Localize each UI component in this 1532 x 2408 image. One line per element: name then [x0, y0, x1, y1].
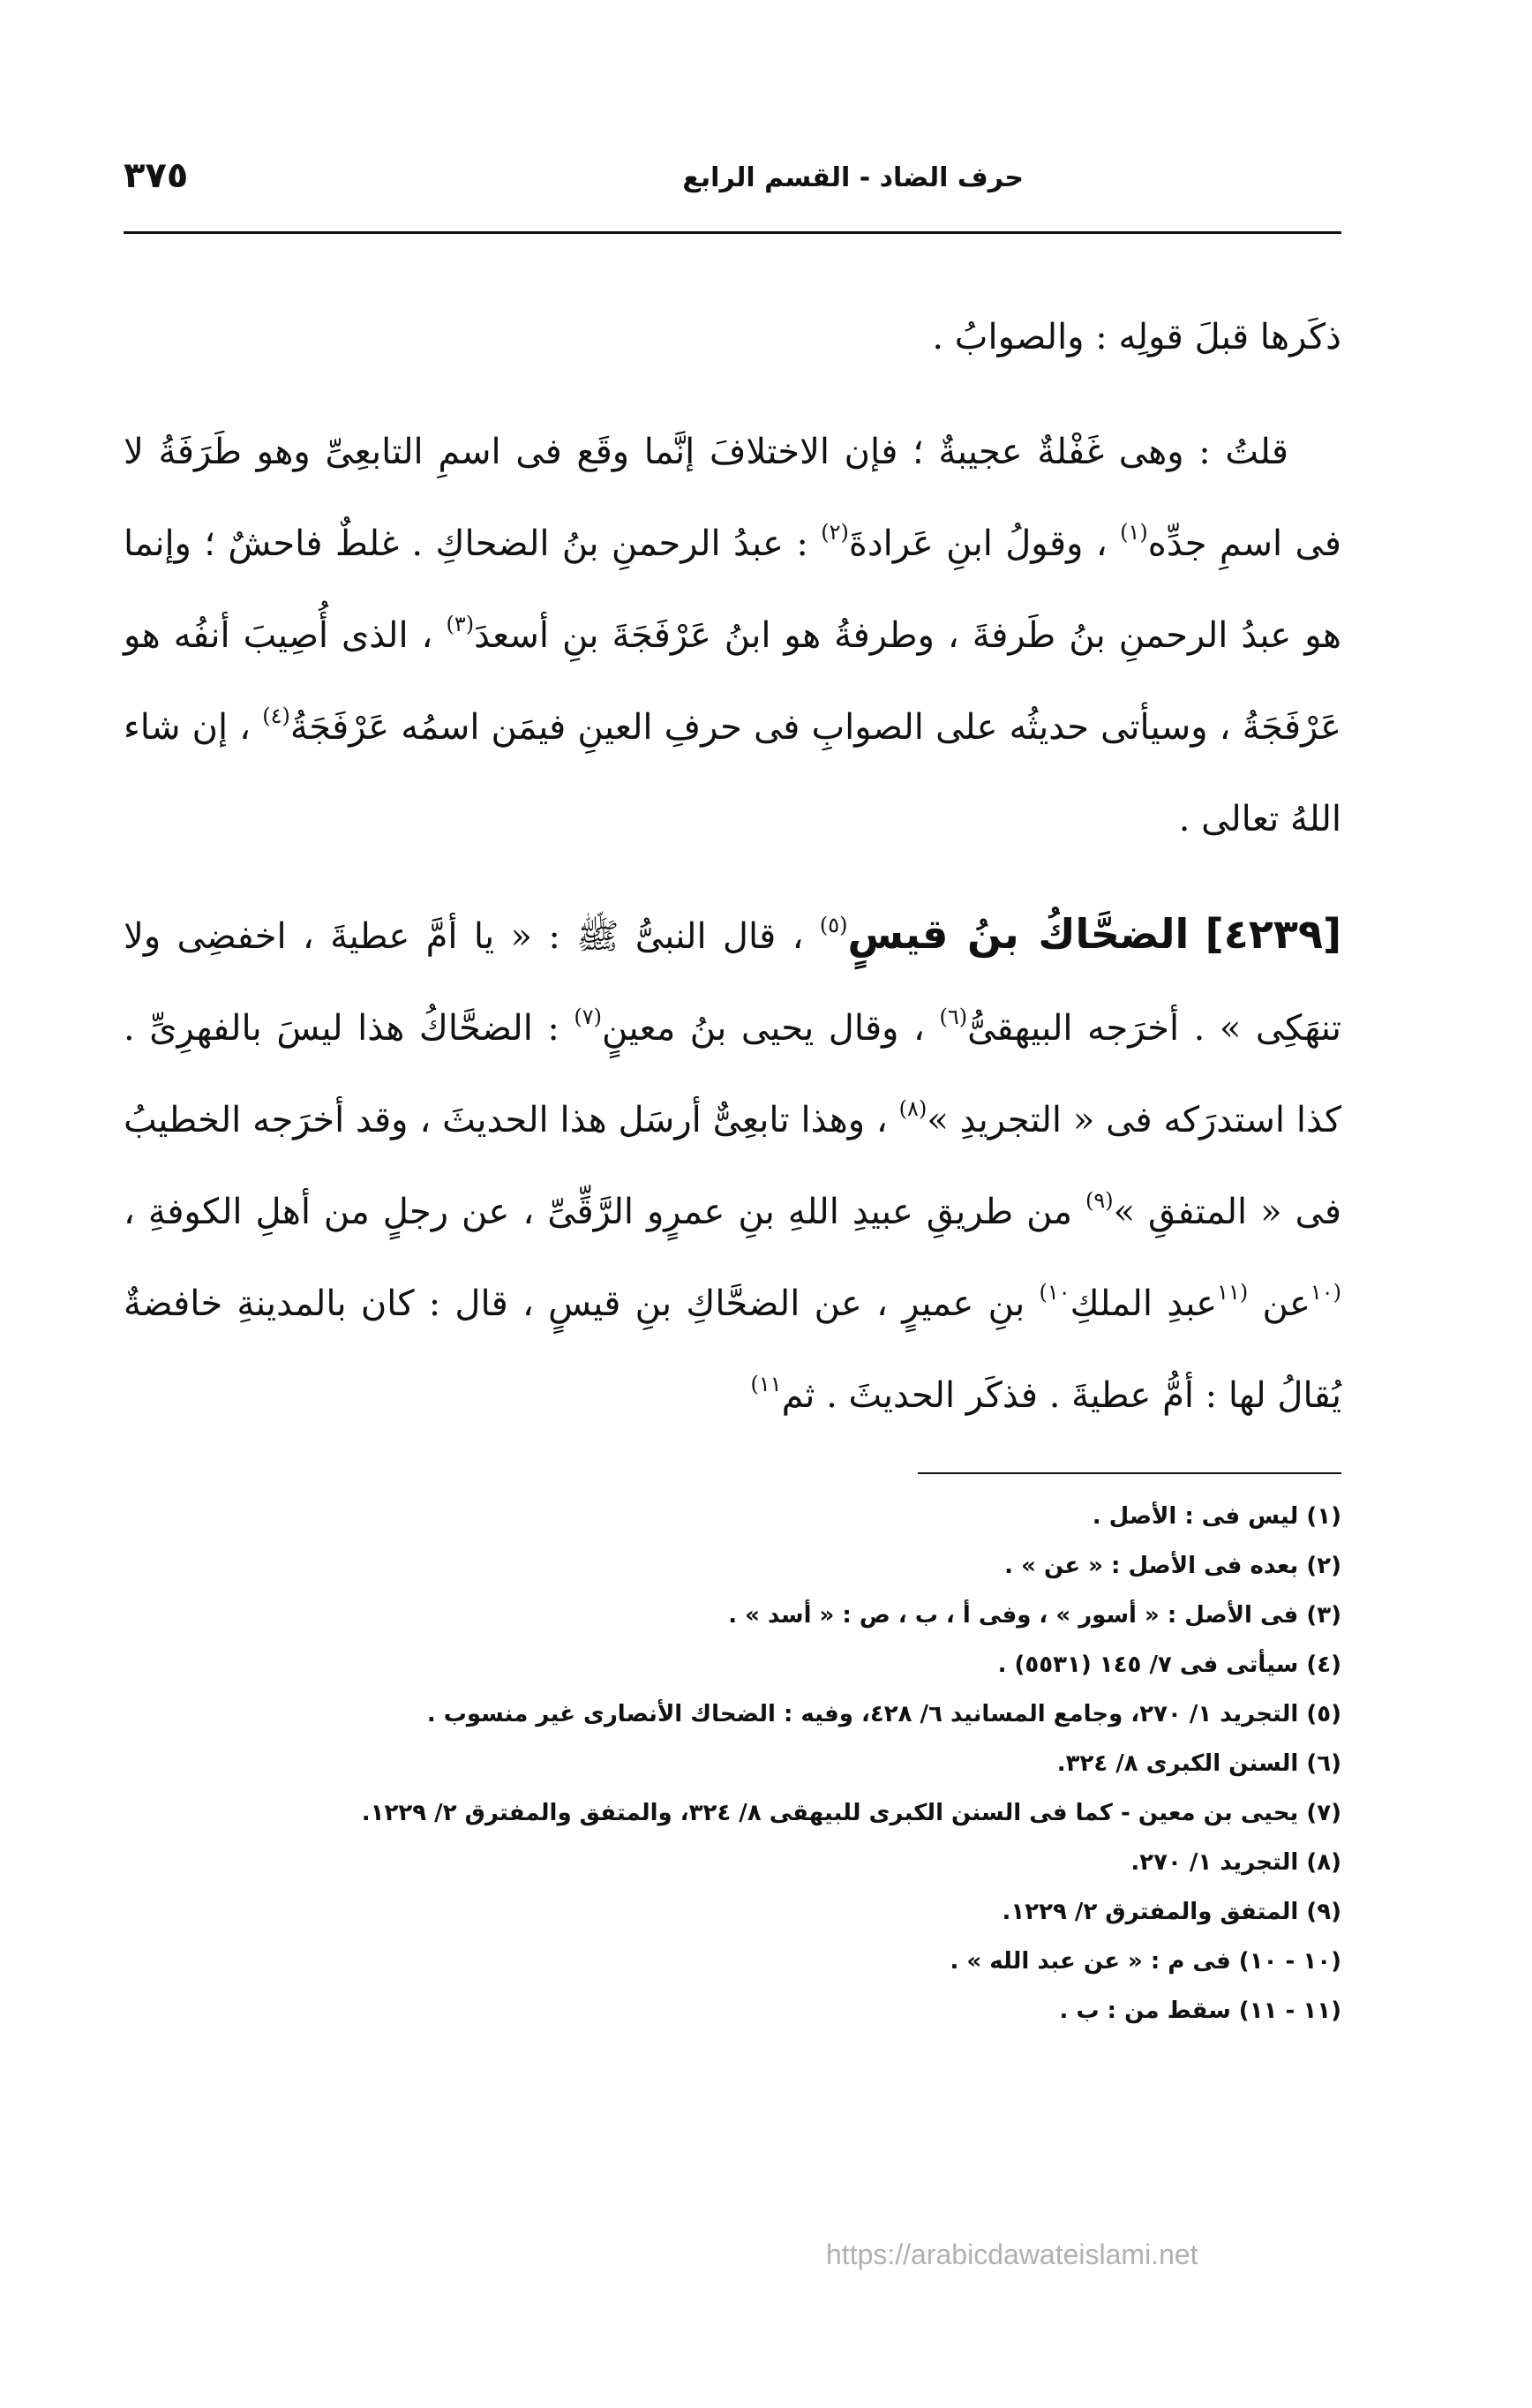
footnote-item: (٤) سيأتى فى ٧/ ١٤٥ (٥٥٣١) . — [997, 1652, 1341, 1678]
footnote-ref: (٧) — [574, 1005, 602, 1029]
footnote-item: (٨) التجريد ١/ ٢٧٠. — [1130, 1849, 1341, 1876]
footnote-ref: (١١ — [1217, 1280, 1249, 1305]
footnote-item: (٢) بعده فى الأصل : « عن » . — [1004, 1553, 1341, 1579]
footnote-item: (١١ - ١١) سقط من : ب . — [1059, 1998, 1341, 2024]
footnote-item: (٦) السنن الكبرى ٨/ ٣٢٤. — [1056, 1750, 1341, 1777]
text-run: : عبدُ الرحمنِ بنُ الضحاكِ . غلطٌ فاحشٌ ؛ وإنما هو عبدُ الرحمنِ بنُ طَرفةَ ، وطرفةُ هو ابنُ عَرْفَجَةَ بنِ أسعدَ — [124, 523, 1342, 656]
paragraph-entry — [124, 888, 1341, 1441]
text-run: ، وهذا تابعِىٌّ أرسَل هذا الحديثَ ، وقد أخرَجه الخطيبُ فى « المتفقِ » — [124, 1100, 1342, 1232]
text-run: قلتُ : وهى غَفْلةٌ عجيبةٌ ؛ فإن الاختلافَ إنَّما وقَع فى اسمِ التابعِىِّ وهو طَرَفَةُ لا فى اسمِ جدِّه — [124, 432, 1342, 564]
text-run: ، قال النبىُّ ﷺ : « يا أمَّ عطيةَ ، اخفضِى ولا تنهَكِى » . أخرَجه البيهقىُّ — [124, 916, 1341, 1049]
footnote-item: (٣) فى الأصل : « أسور » ، وفى أ ، ب ، ص : « أسد » . — [728, 1602, 1341, 1629]
text-run: من طريقِ عبيدِ اللهِ بنِ عمرٍو الرَّقِّىِّ ، عن رجلٍ من أهلِ الكوفةِ ، — [124, 1192, 1073, 1232]
footnote-ref: (١) — [1120, 520, 1148, 545]
footnote-item: (٩) المتفق والمفترق ٢/ ١٢٢٩. — [1002, 1899, 1341, 1925]
text-run: عبدِ الملكِ — [1070, 1283, 1218, 1324]
footnote-ref: (٦) — [939, 1005, 968, 1029]
header-divider — [124, 231, 1341, 234]
footnotes — [124, 1492, 1341, 2036]
footnote-ref: (٩) — [1085, 1188, 1114, 1213]
footnote-ref: ١١) — [750, 1372, 782, 1396]
footnote-ref: ١٠) — [1039, 1280, 1070, 1305]
text-run: ذكَرها قبلَ قولِه : والصوابُ . — [932, 317, 1341, 357]
entry-number: [٤٢٣٩] — [1205, 910, 1342, 958]
main-text — [124, 291, 1341, 1464]
text-run: ، الذى أُصِيبَ أنفُه هو عَرْفَجَةُ ، وسيأتى حديثُه على الصوابِ فى حرفِ العينِ فيمَن اسمُه عَرْفَجَةُ — [124, 615, 1341, 748]
footnote-ref: (٤) — [262, 704, 290, 728]
text-run: ، وقولُ ابنِ عَرادةَ — [848, 523, 1108, 564]
paragraph-commentary — [124, 406, 1341, 865]
watermark-url: https://arabicdawateislami.net — [826, 2239, 1198, 2270]
text-run: ، إن شاء اللهُ تعالى . — [124, 707, 1341, 839]
entry-name: الضحَّاكُ بنُ قيسٍ — [847, 910, 1190, 958]
running-title: حرف الضاد - القسم الرابع — [682, 162, 1024, 193]
footnote-divider — [918, 1472, 1341, 1474]
footnote-item: (٥) التجريد ١/ ٢٧٠، وجامع المسانيد ٦/ ٤٢٨، وفيه : الضحاك الأنصارى غير منسوب . — [426, 1701, 1341, 1727]
text-run: بنِ عميرٍ ، عن الضحَّاكِ بنِ قيسٍ ، قال : كان بالمدينةِ خافضةٌ يُقالُ لها : أمُّ عطيةَ . فذكَر الحديثَ . ثم — [124, 1283, 1341, 1416]
text-run: ، وقال يحيى بنُ معينٍ — [602, 1008, 925, 1049]
page-number: ٣٧٥ — [124, 155, 189, 196]
footnote-ref: (٨) — [898, 1096, 927, 1121]
text-run: عن — [1262, 1283, 1310, 1324]
page-header — [124, 150, 1341, 212]
footnote-ref: (٢) — [821, 520, 849, 545]
text-run: : الضحَّاكُ هذا ليسَ بالفهرِىِّ . كذا استدرَكه فى « التجريدِ » — [124, 1008, 1341, 1140]
footnote-item: (٧) يحيى بن معين - كما فى السنن الكبرى للبيهقى ٨/ ٣٢٤، والمتفق والمفترق ٢/ ١٢٢٩. — [361, 1800, 1341, 1826]
footnote-item: (١٠ - ١٠) فى م : « عن عبد الله » . — [950, 1948, 1341, 1975]
footnote-ref: (٥) — [819, 913, 848, 937]
paragraph-continuation — [124, 291, 1341, 383]
footnote-ref: (١٠ — [1310, 1280, 1342, 1305]
footnote-ref: (٣) — [446, 612, 475, 636]
footnote-item: (١) ليس فى : الأصل . — [1092, 1503, 1341, 1530]
